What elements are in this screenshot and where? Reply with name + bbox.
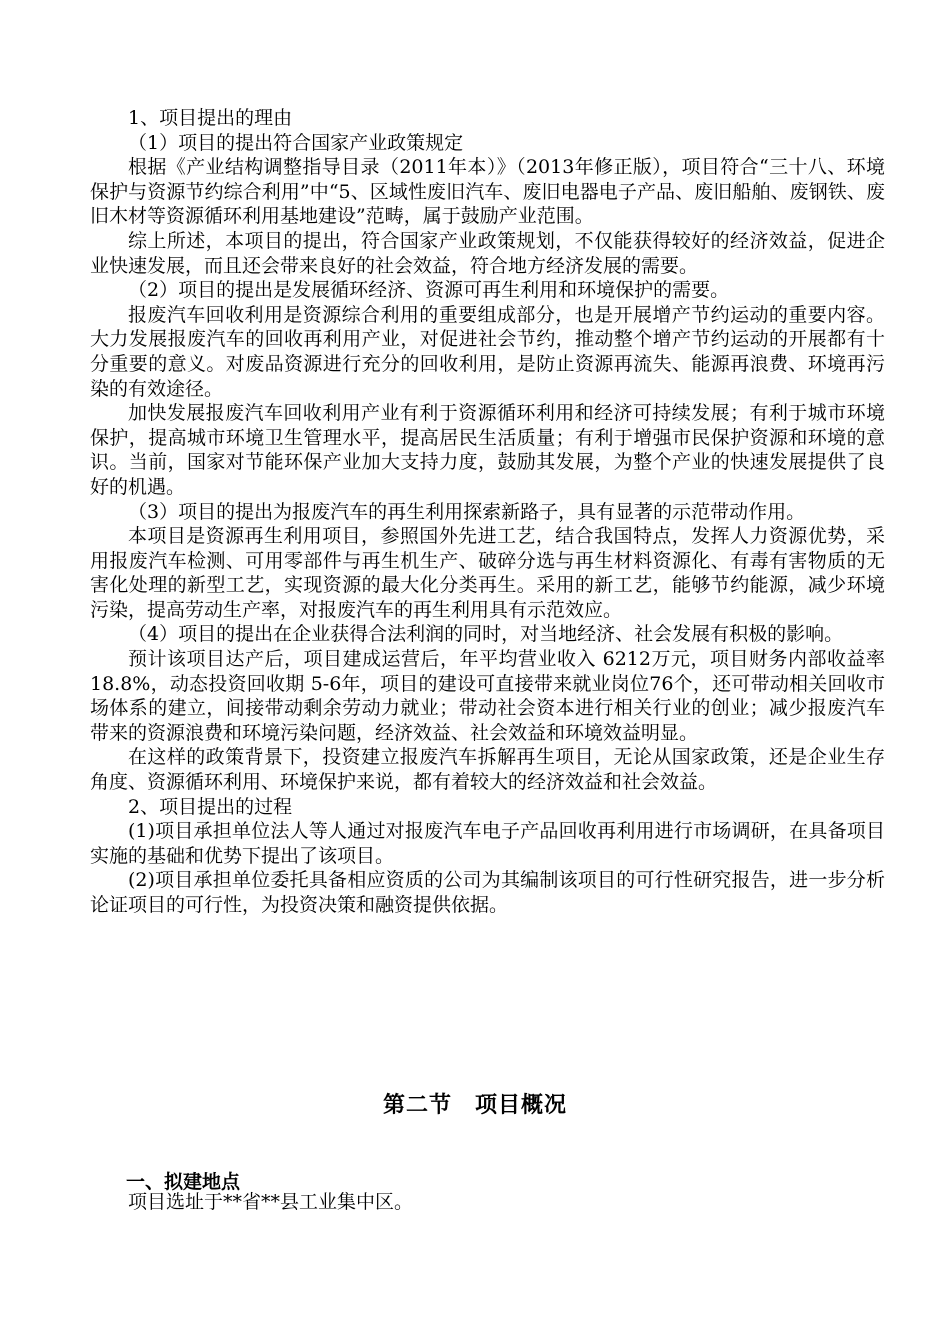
paragraph: (1)项目承担单位法人等人通过对报废汽车电子产品回收再利用进行市场调研，在具备项目实施的基础和优势下提出了该项目。: [90, 820, 885, 867]
paragraph: (2)项目承担单位委托具备相应资质的公司为其编制该项目的可行性研究报告，进一步分析论证项目的可行性，为投资决策和融资提供依据。: [90, 869, 885, 916]
subheading-policy: （1）项目的提出符合国家产业政策规定: [128, 131, 464, 154]
subsection-heading: 一、拟建地点: [126, 1171, 241, 1193]
section-title: 第二节 项目概况: [382, 1093, 567, 1118]
paragraph: 预计该项目达产后，项目建成运营后，年平均营业收入 6212万元，项目财务内部收益率18.8%，动态投资回收期 5-6年，项目的建设可直接带来就业岗位76个，还可带动相关回收市场体系的建立，间接带动剩余劳动力就业；带动社会资本进行相关行业的创业；减少报废汽车带来的资源浪费和环境污染问题，经济效益、社会效益和环境效益明显。: [90, 648, 885, 744]
paragraph: 本项目是资源再生利用项目，参照国外先进工艺，结合我国特点，发挥人力资源优势，采用报废汽车检测、可用零部件与再生机生产、破碎分选与再生材料资源化、有毒有害物质的无害化处理的新型工艺，实现资源的最大化分类再生。采用的新工艺，能够节约能源，减少环境污染，提高劳动生产率，对报废汽车的再生利用具有示范效应。: [90, 525, 885, 621]
subheading-circular-economy: （2）项目的提出是发展循环经济、资源可再生利用和环境保护的需要。: [128, 279, 730, 302]
paragraph: 加快发展报废汽车回收利用产业有利于资源循环利用和经济可持续发展；有利于城市环境保护，提高城市环境卫生管理水平，提高居民生活质量；有利于增强市民保护资源和环境的意识。当前，国家对节能环保产业加大支持力度，鼓励其发展，为整个产业的快速发展提供了良好的机遇。: [90, 402, 885, 498]
heading-process: 2、项目提出的过程: [128, 795, 293, 818]
subsection-text: 项目选址于**省**县工业集中区。: [128, 1191, 414, 1213]
heading-reason: 1、项目提出的理由: [128, 107, 293, 129]
body-text: [90, 106, 885, 918]
paragraph: 在这样的政策背景下，投资建立报废汽车拆解再生项目，无论从国家政策，还是企业生存角度、资源循环利用、环境保护来说，都有着较大的经济效益和社会效益。: [90, 746, 885, 794]
subheading-local-economy: （4）项目的提出在企业获得合法利润的同时，对当地经济、社会发展有积极的影响。: [128, 623, 844, 646]
subheading-demonstration: （3）项目的提出为报废汽车的再生利用探索新路子，具有显著的示范带动作用。: [128, 500, 806, 523]
paragraph: 根据《产业结构调整指导目录（2011年本）》（2013年修正版），项目符合“三十八、环境保护与资源节约综合利用”中“5、区域性废旧汽车、废旧电器电子产品、废旧船舶、废钢铁、废旧木材等资源循环利用基地建设”范畴，属于鼓励产业范围。: [90, 156, 885, 228]
paragraph: 综上所述，本项目的提出，符合国家产业政策规划，不仅能获得较好的经济效益，促进企业快速发展，而且还会带来良好的社会效益，符合地方经济发展的需要。: [90, 229, 885, 277]
paragraph: 报废汽车回收利用是资源综合利用的重要组成部分，也是开展增产节约运动的重要内容。大力发展报废汽车的回收再利用产业，对促进社会节约，推动整个增产节约运动的开展都有十分重要的意义。对废品资源进行充分的回收利用，是防止资源再流失、能源再浪费、环境再污染的有效途径。: [90, 303, 885, 400]
